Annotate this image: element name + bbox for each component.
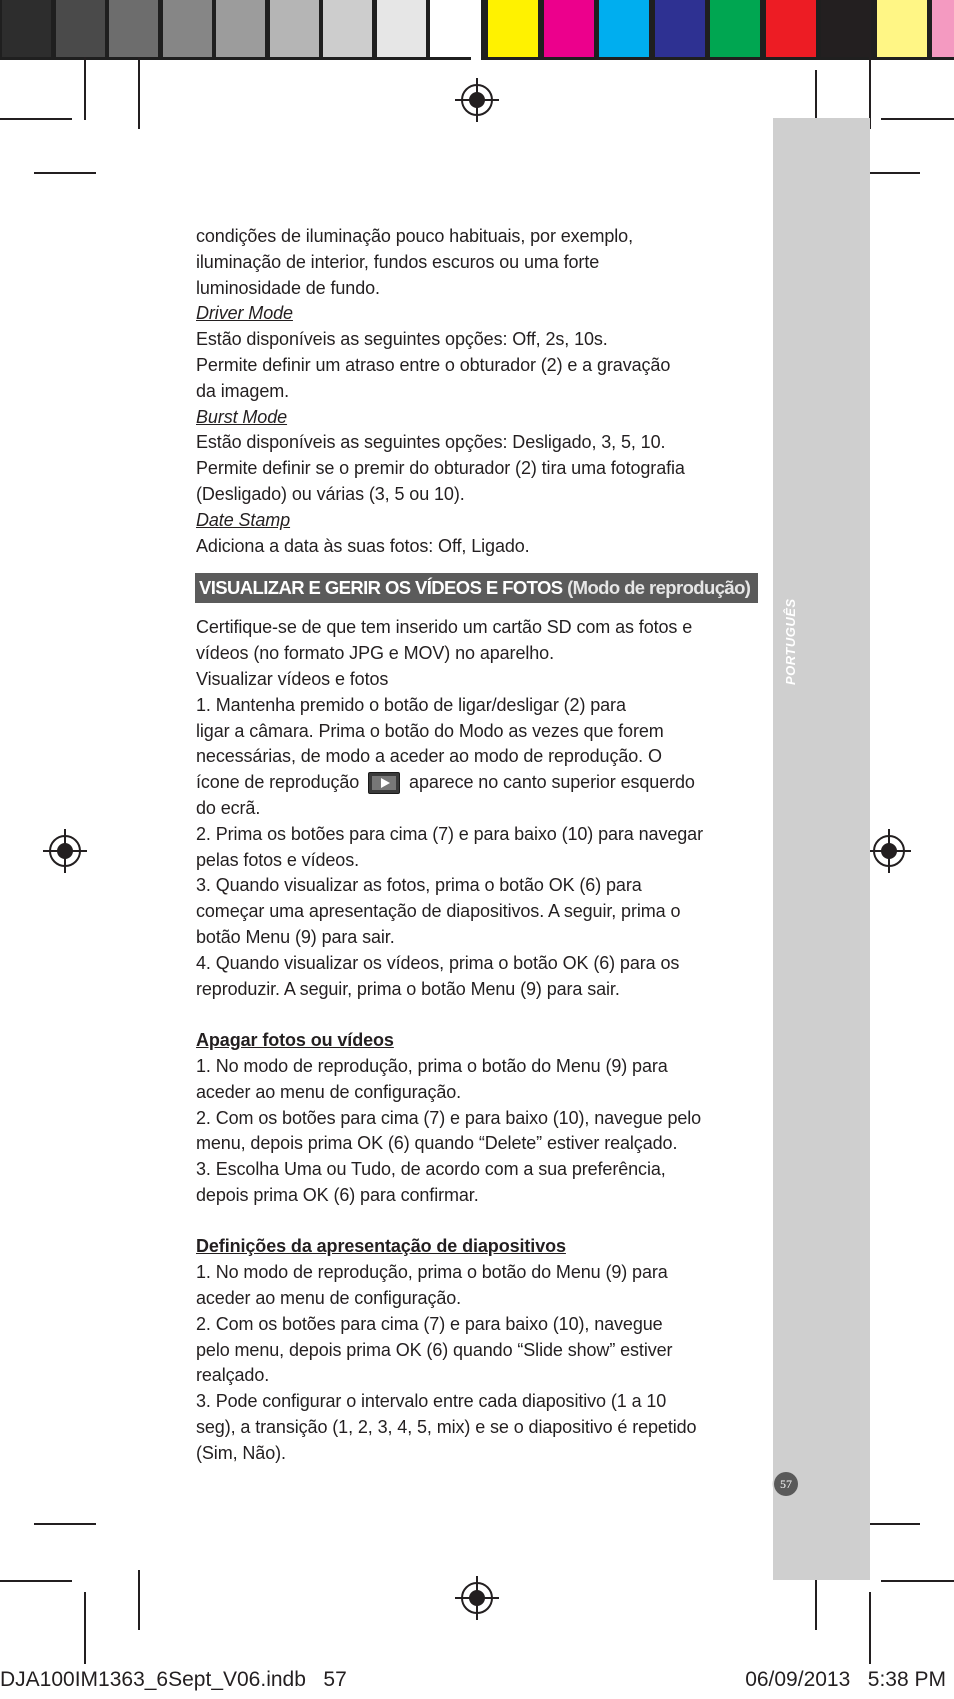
- text-line: 1. Mantenha premido o botão de ligar/desligar (2) para: [196, 694, 626, 715]
- text-line: aceder ao menu de configuração.: [196, 1081, 462, 1102]
- gray-swatch: [323, 0, 372, 57]
- text-line: luminosidade de fundo.: [196, 277, 380, 298]
- view-text-b: [196, 796, 758, 1002]
- burst-mode-title: Burst Mode: [196, 406, 288, 427]
- playback-icon-line: [196, 770, 758, 796]
- text-line: 3. Escolha Uma ou Tudo, de acordo com a sua preferência,: [196, 1159, 666, 1180]
- crop-mark: [84, 57, 86, 120]
- gray-swatch: [56, 0, 105, 57]
- section-heading-main: VISUALIZAR E GERIR OS VÍDEOS E FOTOS: [199, 577, 563, 599]
- color-swatch: [488, 0, 538, 57]
- date-stamp-title: Date Stamp: [196, 509, 291, 530]
- crop-mark: [138, 1570, 140, 1630]
- crop-mark: [881, 118, 954, 120]
- color-swatch: [544, 0, 594, 57]
- gray-swatch: [430, 0, 479, 57]
- text-line: seg), a transição (1, 2, 3, 4, 5, mix) e se o diapositivo é repetido: [196, 1417, 697, 1438]
- crop-mark: [138, 57, 140, 129]
- icon-line-before: ícone de reprodução: [196, 772, 360, 793]
- crop-mark: [34, 172, 96, 174]
- text-line: 4. Quando visualizar os vídeos, prima o botão OK (6) para os: [196, 952, 680, 973]
- text-line: Permite definir se o premir do obturador (2) tira uma fotografia: [196, 458, 685, 479]
- registration-mark: [454, 77, 500, 123]
- crop-mark: [84, 1592, 86, 1664]
- slideshow-title: Definições da apresentação de diapositivos: [196, 1236, 566, 1257]
- slideshow-text: [196, 1260, 758, 1466]
- text-line: Visualizar vídeos e fotos: [196, 668, 389, 689]
- text-line: menu, depois prima OK (6) quando “Delete” estiver realçado.: [196, 1133, 678, 1154]
- text-line: depois prima OK (6) para confirmar.: [196, 1184, 479, 1205]
- intro-paragraph: [196, 224, 758, 301]
- crop-mark: [815, 70, 817, 118]
- gray-swatch: [163, 0, 212, 57]
- driver-mode-text: [196, 327, 758, 404]
- text-line: iluminação de interior, fundos escuros ou uma forte: [196, 251, 600, 272]
- text-line: 2. Prima os botões para cima (7) e para baixo (10) para navegar: [196, 823, 703, 844]
- text-line: do ecrã.: [196, 797, 261, 818]
- text-line: (Desligado) ou várias (3, 5 ou 10).: [196, 483, 465, 504]
- color-swatch: [710, 0, 760, 57]
- language-label: PORTUGUÊS: [783, 598, 798, 685]
- text-line: necessárias, de modo a aceder ao modo de reprodução. O: [196, 746, 662, 767]
- page-number: 57: [774, 1472, 798, 1496]
- crop-mark: [881, 1580, 954, 1582]
- text-line: reproduzir. A seguir, prima o botão Menu (9) para sair.: [196, 978, 620, 999]
- footer-file-info: DJA100IM1363_6Sept_V06.indb 57: [0, 1668, 347, 1691]
- text-line: aceder ao menu de configuração.: [196, 1288, 462, 1309]
- section-heading: [195, 573, 758, 603]
- crop-mark: [34, 1523, 96, 1525]
- gray-swatch: [270, 0, 319, 57]
- playback-icon: [368, 772, 400, 794]
- color-swatch: [821, 0, 871, 57]
- text-line: 2. Com os botões para cima (7) e para baixo (10), navegue: [196, 1313, 663, 1334]
- text-line: botão Menu (9) para sair.: [196, 926, 395, 947]
- text-line: Estão disponíveis as seguintes opções: Off, 2s, 10s.: [196, 329, 608, 350]
- text-line: realçado.: [196, 1365, 270, 1386]
- text-line: vídeos (no formato JPG e MOV) no aparelho.: [196, 643, 554, 664]
- color-swatch: [655, 0, 705, 57]
- delete-title: Apagar fotos ou vídeos: [196, 1030, 394, 1051]
- crop-mark: [815, 1580, 817, 1630]
- registration-mark: [42, 828, 88, 874]
- text-line: Adiciona a data às suas fotos: Off, Ligado.: [196, 535, 530, 556]
- driver-mode-title: Driver Mode: [196, 303, 293, 324]
- registration-mark: [866, 828, 912, 874]
- text-line: 2. Com os botões para cima (7) e para baixo (10), navegue pelo: [196, 1107, 702, 1128]
- date-stamp-text: [196, 534, 758, 560]
- burst-mode-text: [196, 430, 758, 507]
- delete-text: [196, 1054, 758, 1209]
- text-line: da imagem.: [196, 380, 290, 401]
- gray-swatch: [377, 0, 426, 57]
- gray-swatch: [2, 0, 51, 57]
- color-swatch: [877, 0, 927, 57]
- icon-line-after: aparece no canto superior esquerdo: [409, 772, 695, 793]
- text-line: (Sim, Não).: [196, 1442, 286, 1463]
- text-line: 1. No modo de reprodução, prima o botão do Menu (9) para: [196, 1262, 668, 1283]
- text-line: Estão disponíveis as seguintes opções: Desligado, 3, 5, 10.: [196, 432, 666, 453]
- text-line: Certifique-se de que tem inserido um cartão SD com as fotos e: [196, 617, 693, 638]
- color-swatch: [766, 0, 816, 57]
- section-heading-sub: (Modo de reprodução): [567, 577, 751, 599]
- text-line: 3. Pode configurar o intervalo entre cada diapositivo (1 a 10: [196, 1391, 667, 1412]
- color-swatch: [932, 0, 954, 57]
- text-line: pelo menu, depois prima OK (6) quando “Slide show” estiver: [196, 1339, 673, 1360]
- gray-swatch: [109, 0, 158, 57]
- color-swatch: [599, 0, 649, 57]
- gray-swatch: [216, 0, 265, 57]
- footer-date: 06/09/2013 5:38 PM: [745, 1668, 946, 1691]
- text-line: pelas fotos e vídeos.: [196, 849, 360, 870]
- text-line: ligar a câmara. Prima o botão do Modo as vezes que forem: [196, 720, 664, 741]
- text-line: começar uma apresentação de diapositivos. A seguir, prima o: [196, 901, 681, 922]
- view-text-a: [196, 615, 758, 770]
- crop-mark: [0, 118, 72, 120]
- text-line: 3. Quando visualizar as fotos, prima o botão OK (6) para: [196, 875, 642, 896]
- page-content: [196, 224, 758, 1467]
- registration-mark: [454, 1575, 500, 1621]
- language-side-tab: [773, 118, 870, 1580]
- crop-mark: [869, 1592, 871, 1664]
- text-line: Permite definir um atraso entre o obturador (2) e a gravação: [196, 354, 671, 375]
- crop-mark: [0, 1580, 72, 1582]
- text-line: 1. No modo de reprodução, prima o botão do Menu (9) para: [196, 1055, 668, 1076]
- text-line: condições de iluminação pouco habituais, por exemplo,: [196, 226, 633, 246]
